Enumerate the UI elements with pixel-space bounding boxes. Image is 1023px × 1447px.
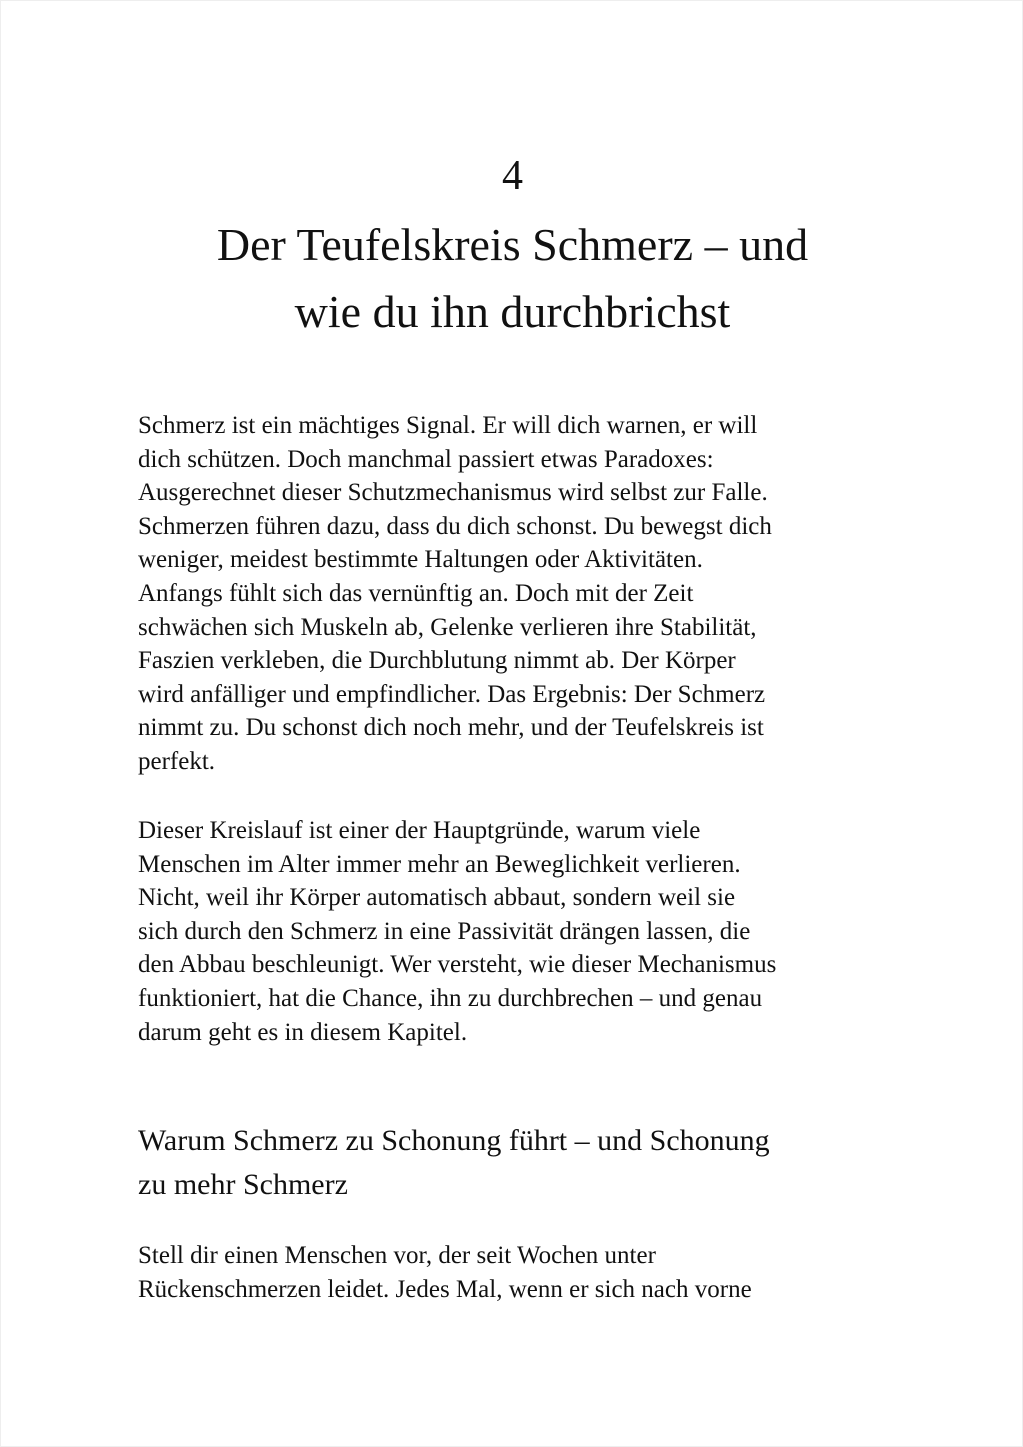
paragraph-2 (138, 814, 918, 1049)
chapter-title (1, 211, 1023, 345)
text-line: dich schützen. Doch manchmal passiert etwas Paradoxes: (138, 445, 714, 473)
text-line: funktioniert, hat die Chance, ihn zu durchbrechen – und genau (138, 984, 763, 1012)
section-heading (138, 1119, 770, 1207)
text-line: Dieser Kreislauf ist einer der Hauptgründe, warum viele (138, 817, 701, 844)
text-line: perfekt. (138, 747, 216, 775)
section-heading-line: Warum Schmerz zu Schonung führt – und Schonung (138, 1124, 770, 1157)
text-line: Schmerz ist ein mächtiges Signal. Er will dich warnen, er will (138, 412, 758, 439)
text-line: Faszien verkleben, die Durchblutung nimmt ab. Der Körper (138, 647, 736, 675)
paragraph-1 (138, 409, 918, 779)
text-line: sich durch den Schmerz in eine Passivität drängen lassen, die (138, 917, 751, 945)
text-line: Nicht, weil ihr Körper automatisch abbaut, sondern weil sie (138, 884, 736, 912)
text-line: darum geht es in diesem Kapitel. (138, 1018, 468, 1046)
chapter-number: 4 (502, 153, 523, 199)
text-line: schwächen sich Muskeln ab, Gelenke verlieren ihre Stabilität, (138, 613, 757, 641)
text-line: Ausgerechnet dieser Schutzmechanismus wird selbst zur Falle. (138, 479, 768, 507)
text-line: Stell dir einen Menschen vor, der seit Wochen unter (138, 1242, 656, 1269)
text-line: weniger, meidest bestimmte Haltungen oder Aktivitäten. (138, 546, 703, 574)
text-line: Schmerzen führen dazu, dass du dich schonst. Du bewegst dich (138, 512, 772, 540)
text-line: Menschen im Alter immer mehr an Beweglichkeit verlieren. (138, 850, 741, 878)
text-line: wird anfälliger und empfindlicher. Das Ergebnis: Der Schmerz (138, 680, 766, 708)
text-line: nimmt zu. Du schonst dich noch mehr, und der Teufelskreis ist (138, 714, 764, 742)
text-line: Rückenschmerzen leidet. Jedes Mal, wenn er sich nach vorne (138, 1275, 752, 1303)
section-heading-line: zu mehr Schmerz (138, 1168, 348, 1201)
chapter-title-line: wie du ihn durchbrichst (294, 286, 731, 337)
text-line: den Abbau beschleunigt. Wer versteht, wie dieser Mechanismus (138, 951, 777, 979)
text-line: Anfangs fühlt sich das vernünftig an. Doch mit der Zeit (138, 579, 694, 607)
paragraph-3 (138, 1239, 918, 1306)
chapter-title-line: Der Teufelskreis Schmerz – und (216, 219, 809, 270)
